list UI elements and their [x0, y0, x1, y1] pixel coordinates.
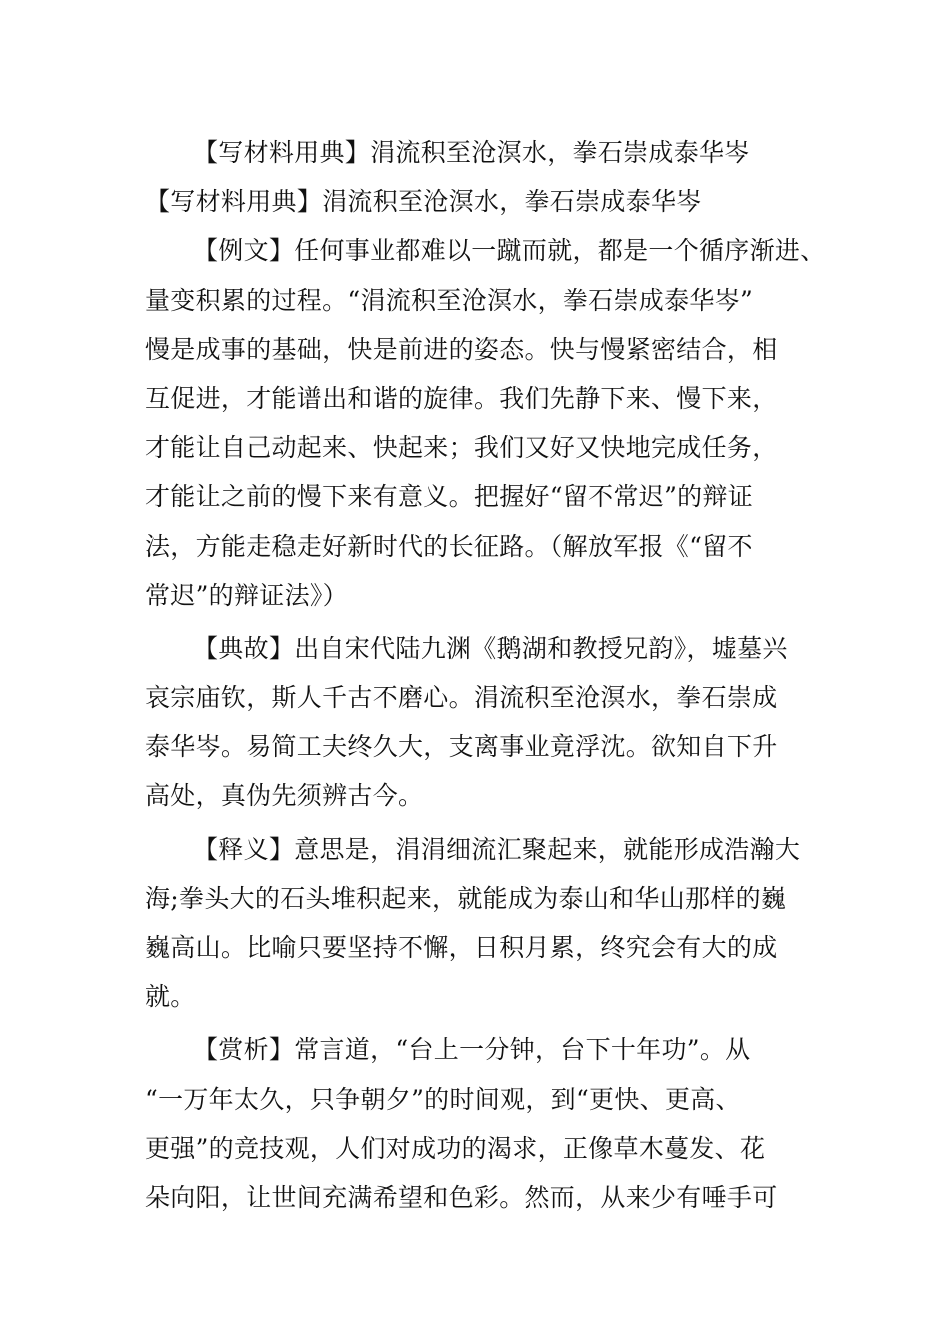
document-title: 【写材料用典】涓流积至沧溟水，拳石崇成泰华岑 [193, 138, 750, 167]
analysis-paragraph [145, 1025, 810, 1222]
paragraph-line: 慢是成事的基础，快是前进的姿态。快与慢紧密结合，相 [145, 334, 778, 364]
paragraph-line: 高处，真伪先须辨古今。 [145, 781, 424, 811]
paragraph-line: 法，方能走稳走好新时代的长征路。（解放军报《“留不 [145, 531, 753, 561]
paragraph-line: 哀宗庙钦，斯人千古不磨心。涓流积至沧溟水，拳石崇成 [145, 683, 778, 713]
paragraph-line: 【释义】意思是，涓涓细流汇聚起来，就能形成浩瀚大 [193, 834, 801, 864]
paragraph-line: 常迟”的辩证法》） [145, 580, 348, 610]
document-page [145, 128, 826, 1222]
paragraph-line: 巍高山。比喻只要坚持不懈，日积月累，终究会有大的成 [145, 933, 778, 962]
paragraph-line: 【例文】任何事业都难以一蹴而就，都是一个循序渐进、 [193, 236, 826, 266]
meaning-paragraph [145, 825, 810, 1022]
paragraph-line: 【赏析】常言道，“台上一分钟，台下十年功”。从 [193, 1035, 751, 1065]
paragraph-line: 才能让之前的慢下来有意义。把握好“留不常迟”的辩证 [145, 482, 754, 512]
allusion-paragraph [145, 624, 810, 821]
paragraph-line: 量变积累的过程。“涓流积至沧溟水，拳石崇成泰华岑” [145, 285, 754, 315]
paragraph-line: 才能让自己动起来、快起来；我们又好又快地完成任务， [145, 433, 778, 463]
paragraph-line: 更强”的竞技观，人们对成功的渴求，正像草木蔓发、花 [145, 1133, 766, 1163]
example-paragraph [145, 226, 826, 620]
paragraph-line: 朵向阳，让世间充满希望和色彩。然而，从来少有唾手可 [145, 1182, 778, 1212]
paragraph-line: 就。 [145, 982, 196, 1012]
document-subtitle: 【写材料用典】涓流积至沧溟水，拳石崇成泰华岑 [145, 187, 702, 217]
paragraph-line: 互促进，才能谱出和谐的旋律。我们先静下来、慢下来， [145, 383, 778, 413]
paragraph-line: 泰华岑。易简工夫终久大，支离事业竟浮沈。欲知自下升 [145, 732, 778, 762]
paragraph-line: “一万年太久，只争朝夕”的时间观，到“更快、更高、 [145, 1084, 741, 1114]
paragraph-line: 海;拳头大的石头堆积起来，就能成为泰山和华山那样的巍 [145, 883, 787, 913]
paragraph-line: 【典故】出自宋代陆九渊《鹅湖和教授兄韵》，墟墓兴 [193, 633, 788, 663]
